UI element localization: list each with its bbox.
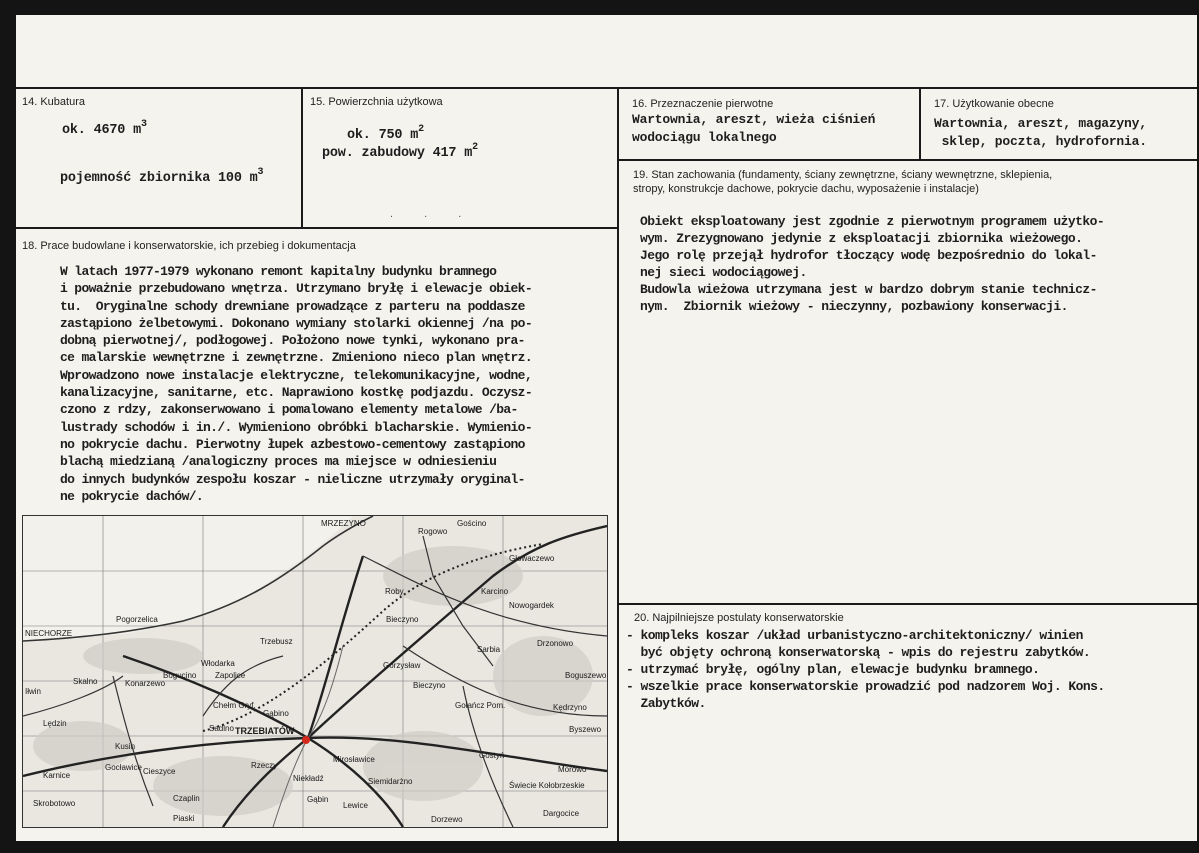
map-label: Dargocice <box>543 809 580 818</box>
divider-row1-right <box>618 159 1197 161</box>
original-purpose-text: Wartownia, areszt, wieża ciśnień wodociągu lokalnego <box>632 112 876 145</box>
field-18-label: 18. Prace budowlane i konserwatorskie, ich przebieg i dokumentacja <box>22 240 356 252</box>
field-15-label: 15. Powierzchnia użytkowa <box>310 96 443 108</box>
map-label: Karcino <box>481 587 509 596</box>
tank-text: pojemność zbiornika 100 m <box>60 171 258 186</box>
map-label: Czaplin <box>173 794 200 803</box>
map-label: Konarzewo <box>125 679 166 688</box>
postulates-text: - kompleks koszar /układ urbanistyczno-architektoniczny/ winien być objęty ochroną konserwatorską - wpis do rejestru zabytków. - utrzymać bryłę, ogólny plan, elewacje budynku bramnego. - wszelkie prace konserwatorskie prowadzić pod nadzorem Woj. Kons. Zabytków. <box>626 628 1105 711</box>
map-label: Skrobotowo <box>33 799 76 808</box>
map-label: Mirosławice <box>333 755 375 764</box>
map-label: Bogucino <box>163 671 197 680</box>
map-label: Morowo <box>558 765 587 774</box>
tank-capacity-value <box>60 167 264 188</box>
area-exp: 2 <box>418 124 424 135</box>
map-label: Iłwin <box>25 687 42 696</box>
map-graphic <box>23 516 607 827</box>
divider-top <box>16 87 1197 89</box>
divider-19-20 <box>618 603 1197 605</box>
field-20-label: 20. Najpilniejsze postulaty konserwatorskie <box>634 612 844 624</box>
map-label: Gołańcz Pom. <box>455 701 506 710</box>
volume-exp: 3 <box>141 119 147 130</box>
field-17-label: 17. Użytkowanie obecne <box>934 98 1054 110</box>
map-label: Skalno <box>73 677 98 686</box>
map-label: Dorzewo <box>431 815 463 824</box>
map-label: Świecie Kołobrzeskie <box>509 781 585 790</box>
works-text: W latach 1977-1979 wykonano remont kapitalny budynku bramnego i poważnie przebudowano wnętrza. Utrzymano bryłę i elewacje obiek- tu. Oryginalne schody drewniane prowadzące z parteru na poddasze zastąpiono żelbetowymi. Dokonano wymiany stolarki okiennej /na po- dobną pierwotnej/, podłogowej. Położono nowe tynki, wykonano pra- ce malarskie wewnętrzne i zewnętrzne. Zmieniono nieco plan wnętrz. Wprowadzono nowe instalacje elektryczne, telekomunikacyjne, wodne, kanalizacyjne, sanitarne, etc. Naprawiono kostkę podjazdu. Oczysz- czono z rdzy, zakonserwowano i pomalowano elementy metalowe /ba- lustrady schodów i in./. Wymieniono obróbki blacharskie. Wymienio- no pokrycie dachu. Pierwotny łupek azbestowo-cementowy zastąpiono blachą miedzianą /analogiczny proces ma miejsce w odniesieniu do innych budynków zespołu koszar - nieliczne utrzymały oryginal- ne pokrycie dachów/. <box>60 264 532 504</box>
map-label: MRZEZYNO <box>321 519 366 528</box>
map-label: Lewice <box>343 801 368 810</box>
volume-value <box>62 119 147 140</box>
usable-area-value <box>347 124 424 145</box>
map-label: Kusin <box>115 742 136 751</box>
map-label: Byszewo <box>569 725 602 734</box>
tank-exp: 3 <box>257 167 264 178</box>
divider-main <box>617 87 619 841</box>
map-label: Drzonowo <box>537 639 574 648</box>
divider-16-17 <box>919 87 921 159</box>
field-19-label: 19. Stan zachowania (fundamenty, ściany zewnętrzne, ściany wewnętrzne, sklepienia, stropy, konstrukcje dachowe, pokrycie dachu, wyposażenie i instalacje) <box>633 169 1053 195</box>
current-use-text: Wartownia, areszt, magazyny, sklep, poczta, hydrofornia. <box>934 116 1147 149</box>
map-label: Sarbia <box>477 645 501 654</box>
map-label: Głowaczewo <box>509 554 555 563</box>
built-area-value <box>322 142 478 163</box>
map-label: Gąbino <box>263 709 289 718</box>
map-label: Gocławice <box>105 763 142 772</box>
speckles: . . . <box>390 208 476 220</box>
map-label: Pogorzelica <box>116 615 158 624</box>
main-town-label: TRZEBIATÓW <box>235 726 295 736</box>
divider-row1-left <box>16 227 618 229</box>
map-label: Chełm Gryf. <box>213 701 256 710</box>
map-label: Lędzin <box>43 719 67 728</box>
map-label: Gościno <box>457 519 487 528</box>
condition-text: Obiekt eksploatowany jest zgodnie z pierwotnym programem użytko- wym. Zrezygnowano jedynie z eksploatacji zbiornika wieżowego. Jego rolę przejął hydrofor tłoczący wodę bezpośrednio do lokal- nej sieci wodociągowej. Budowla wieżowa utrzymana jest w bardzo dobrym stanie technicz- nym. Zbiornik wieżowy - nieczynny, pozbawiony konserwacji. <box>640 214 1105 314</box>
map-label: Włodarka <box>201 659 235 668</box>
map-label: Roby <box>385 587 404 596</box>
map-label: Gorzysław <box>383 661 421 670</box>
area-text: ok. 750 m <box>347 128 419 143</box>
volume-text: ok. 4670 m <box>62 123 142 138</box>
map-label: Rogowo <box>418 527 448 536</box>
map-label: Zapolice <box>215 671 246 680</box>
map-label: Bieczyno <box>413 681 446 690</box>
map-label: Trzebusz <box>260 637 293 646</box>
built-exp: 2 <box>472 142 478 153</box>
map-label: Boguszewo <box>565 671 607 680</box>
map-label: Rzeczy <box>251 761 278 770</box>
map-label: NIECHORZE <box>25 629 73 638</box>
location-marker <box>302 736 310 744</box>
map-label: Bieczyno <box>386 615 419 624</box>
field-14-label: 14. Kubatura <box>22 96 85 108</box>
field-16-label: 16. Przeznaczenie pierwotne <box>632 98 774 110</box>
map-label: Sadlno <box>209 724 234 733</box>
sea-area <box>23 516 353 641</box>
map-label: Gostyń <box>479 751 505 760</box>
built-text: pow. zabudowy 417 m <box>322 146 473 161</box>
map-label: Cieszyce <box>143 767 176 776</box>
map-label: Nowogardek <box>509 601 554 610</box>
map-label: Karnice <box>43 771 71 780</box>
map-label: Siemidarżno <box>368 777 413 786</box>
map-label: Niekładź <box>293 774 324 783</box>
map-label: Kędrzyno <box>553 703 587 712</box>
divider-14-15 <box>301 87 303 227</box>
location-map <box>22 515 608 828</box>
map-label: Piaski <box>173 814 195 823</box>
map-label: Gąbin <box>307 795 329 804</box>
